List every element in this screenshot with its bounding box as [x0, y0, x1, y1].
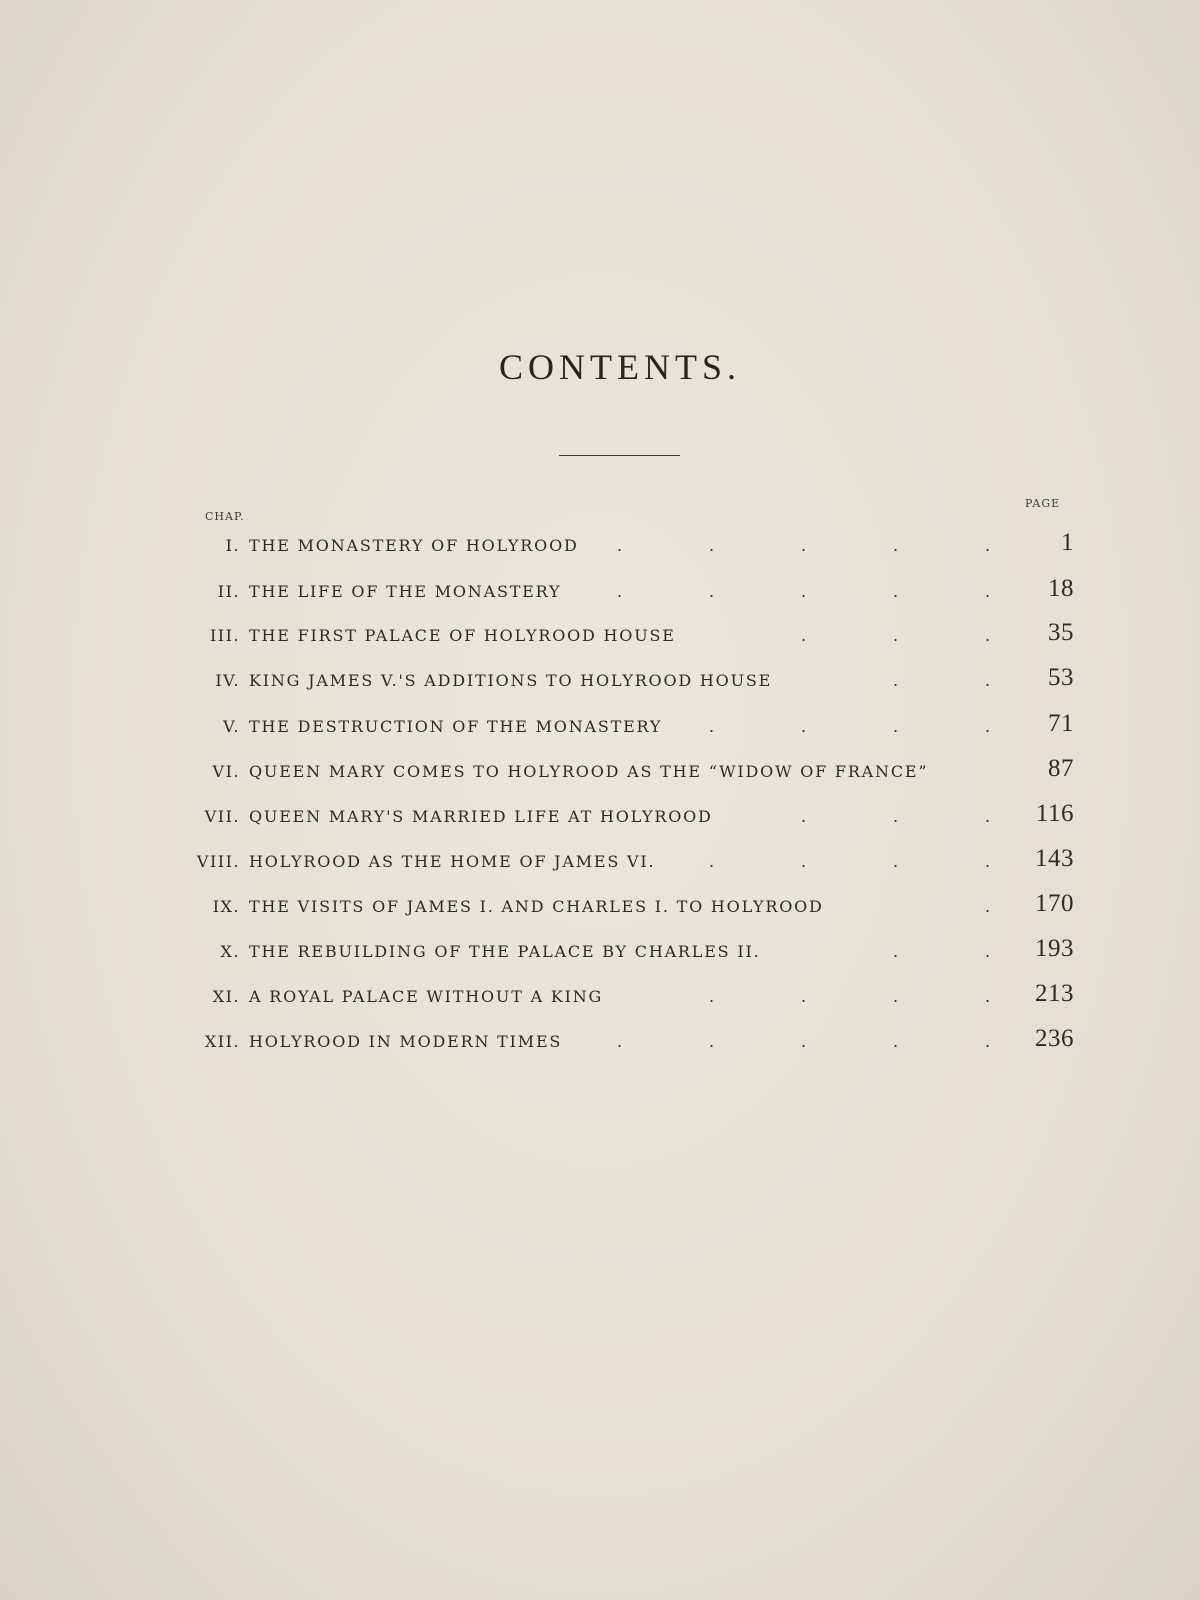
toc-entry [0, 755, 1200, 792]
leader-dot: . [709, 717, 715, 736]
leader-dot: . [801, 852, 807, 871]
leader-dot: . [985, 942, 991, 961]
dot-leaders [0, 897, 1200, 927]
leader-dot: . [893, 852, 899, 871]
dot-leaders [0, 582, 1200, 612]
leader-dot: . [709, 582, 715, 601]
leader-dot: . [985, 852, 991, 871]
dot-leaders [0, 717, 1200, 747]
leader-dot: . [801, 807, 807, 826]
dot-leaders [0, 852, 1200, 882]
chapter-numeral: V. [223, 717, 240, 736]
page-number: 213 [1035, 980, 1074, 1007]
chapter-title: HOLYROOD IN MODERN TIMES [249, 1032, 563, 1051]
leader-dot: . [801, 626, 807, 645]
chapter-numeral: IV. [215, 671, 240, 690]
toc-entry [0, 1025, 1200, 1062]
toc-entry [0, 664, 1200, 701]
chapter-title: THE LIFE OF THE MONASTERY [249, 582, 562, 601]
page-number: 87 [1048, 755, 1074, 782]
toc-entry [0, 845, 1200, 882]
leader-dot: . [617, 536, 623, 555]
page-number: 1 [1061, 529, 1074, 556]
dot-leaders [0, 942, 1200, 972]
leader-dot: . [985, 671, 991, 690]
chapter-numeral: X. [220, 942, 240, 961]
dot-leaders [0, 626, 1200, 656]
leader-dot: . [801, 1032, 807, 1051]
leader-dot: . [985, 536, 991, 555]
leader-dot: . [801, 987, 807, 1006]
chapter-numeral: I. [225, 536, 240, 555]
leader-dot: . [985, 1032, 991, 1051]
toc-entry [0, 575, 1200, 612]
toc-entry [0, 980, 1200, 1017]
page-column-header: PAGE [1025, 497, 1061, 510]
leader-dot: . [985, 897, 991, 916]
leader-dot: . [985, 717, 991, 736]
leader-dot: . [893, 671, 899, 690]
leader-dot: . [893, 626, 899, 645]
page-number: 116 [1035, 800, 1074, 827]
leader-dot: . [709, 536, 715, 555]
chapter-numeral: XI. [212, 987, 240, 1006]
leader-dot: . [617, 582, 623, 601]
leader-dot: . [985, 987, 991, 1006]
chapter-title: A ROYAL PALACE WITHOUT A KING [249, 987, 604, 1006]
leader-dot: . [709, 852, 715, 871]
toc-entry [0, 710, 1200, 747]
dot-leaders [0, 807, 1200, 837]
chapter-title: THE REBUILDING OF THE PALACE BY CHARLES II. [249, 942, 761, 961]
chapter-title: HOLYROOD AS THE HOME OF JAMES VI. [249, 852, 656, 871]
chapter-numeral: VI. [212, 762, 240, 781]
page-number: 71 [1048, 710, 1074, 737]
leader-dot: . [893, 942, 899, 961]
dot-leaders [0, 536, 1200, 566]
leader-dot: . [801, 717, 807, 736]
leader-dot: . [893, 1032, 899, 1051]
leader-dot: . [985, 582, 991, 601]
page-number: 18 [1048, 575, 1074, 602]
page-number: 35 [1048, 619, 1074, 646]
chapter-numeral: III. [209, 626, 240, 645]
chapter-title: QUEEN MARY'S MARRIED LIFE AT HOLYROOD [249, 807, 713, 826]
leader-dot: . [709, 987, 715, 1006]
page-number: 193 [1035, 935, 1074, 962]
dot-leaders [0, 1032, 1200, 1062]
chapter-title: KING JAMES V.'S ADDITIONS TO HOLYROOD HOUSE [249, 671, 773, 690]
leader-dot: . [709, 1032, 715, 1051]
leader-dot: . [893, 536, 899, 555]
toc-entry [0, 800, 1200, 837]
dot-leaders [0, 762, 1200, 792]
dot-leaders [0, 671, 1200, 701]
page-title: CONTENTS. [499, 347, 741, 387]
chapter-numeral: XII. [204, 1032, 240, 1051]
chapter-title: QUEEN MARY COMES TO HOLYROOD AS THE “WIDOW OF FRANCE” [249, 762, 929, 781]
page-number: 53 [1048, 664, 1074, 691]
dot-leaders [0, 987, 1200, 1017]
leader-dot: . [893, 987, 899, 1006]
toc-entry [0, 529, 1200, 566]
leader-dot: . [893, 717, 899, 736]
chapter-column-header: CHAP. [205, 510, 245, 523]
chapter-title: THE DESTRUCTION OF THE MONASTERY [249, 717, 663, 736]
leader-dot: . [985, 807, 991, 826]
page-number: 170 [1035, 890, 1074, 917]
chapter-numeral: VII. [204, 807, 240, 826]
leader-dot: . [893, 807, 899, 826]
chapter-title: THE FIRST PALACE OF HOLYROOD HOUSE [249, 626, 676, 645]
chapter-title: THE MONASTERY OF HOLYROOD [249, 536, 579, 555]
page-number: 236 [1035, 1025, 1074, 1052]
leader-dot: . [801, 582, 807, 601]
chapter-title: THE VISITS OF JAMES I. AND CHARLES I. TO HOLYROOD [249, 897, 824, 916]
page-number: 143 [1035, 845, 1074, 872]
leader-dot: . [617, 1032, 623, 1051]
toc-entry [0, 890, 1200, 927]
leader-dot: . [985, 626, 991, 645]
chapter-numeral: IX. [212, 897, 240, 916]
toc-entry [0, 619, 1200, 656]
leader-dot: . [893, 582, 899, 601]
toc-entry [0, 935, 1200, 972]
chapter-numeral: VIII. [196, 852, 240, 871]
leader-dot: . [801, 536, 807, 555]
chapter-numeral: II. [217, 582, 240, 601]
